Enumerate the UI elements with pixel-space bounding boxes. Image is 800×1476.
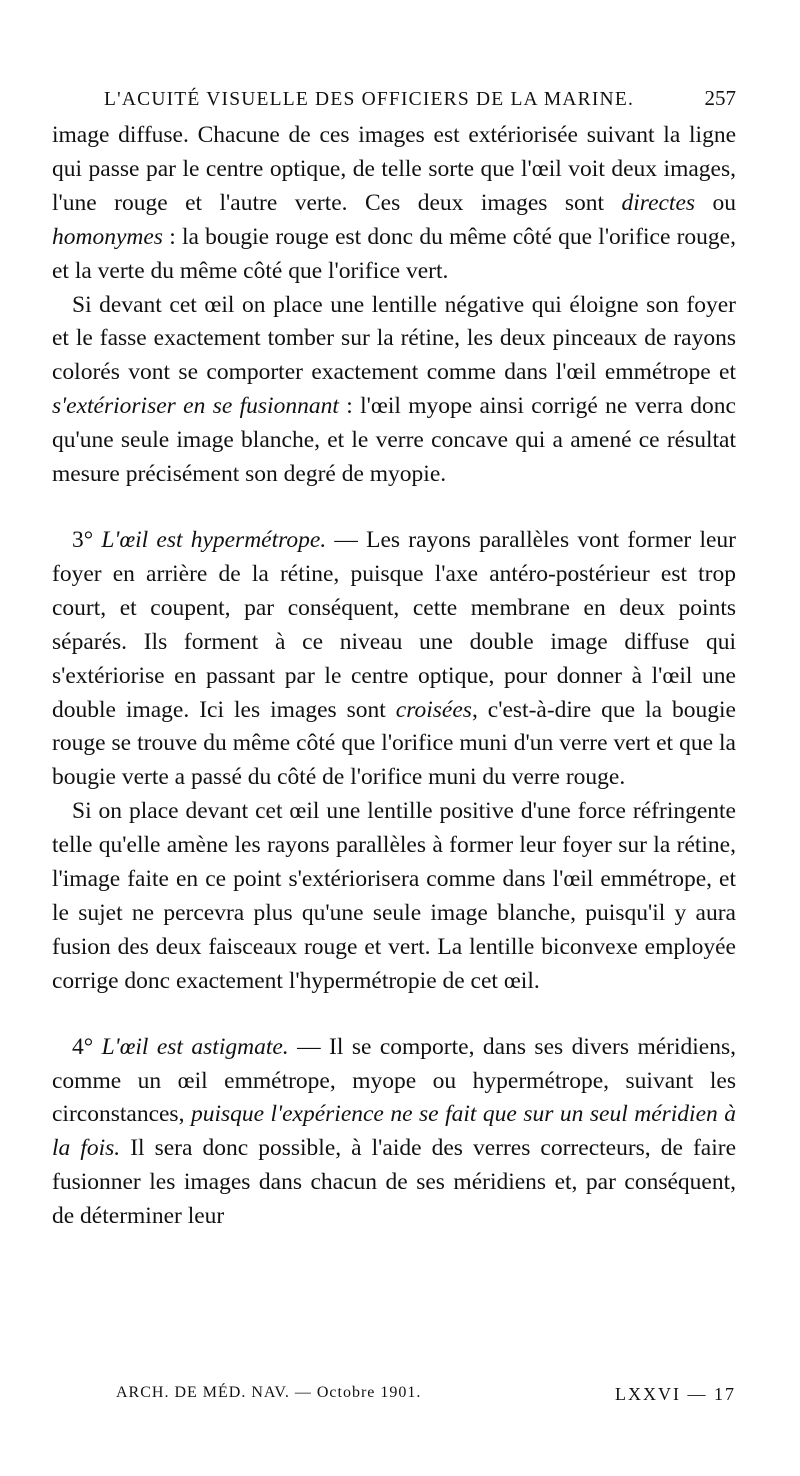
paragraph-3 <box>52 524 736 795</box>
text-run: : la bougie rouge est donc du même côté que l'orifice rouge, et la verte du même côté que l'orifice vert. <box>52 223 736 284</box>
italic-run: s'extérioriser en se fusionnant <box>52 393 339 420</box>
page-number: 257 <box>704 86 736 110</box>
text-run: Il sera donc possible, à l'aide des verres correcteurs, de faire fusionner les images dans chacun de ses méridiens et, par conséquent, de déterminer leur <box>52 1135 736 1230</box>
text-run: , c'est-à-dire que la bougie rouge se trouve du même côté que l'orifice muni d'un verre vert et que la bougie verte a passé du côté de l'orifice muni du verre rouge. <box>52 696 736 791</box>
signature-mark: LXXVI — 17 <box>615 1384 736 1404</box>
section-heading: L'œil est hypermétrope. <box>101 526 327 553</box>
text-run: ou <box>695 189 737 216</box>
italic-run: directes <box>621 189 696 216</box>
text-run: Si on place devant cet œil une lentille positive d'une force réfringente telle qu'elle amène les rayons parallèles à former leur foyer sur la rétine, l'image faite en ce point s'extériorisera comme dans l'œil emmétrope, et le sujet ne percevra plus qu'une seule image blanche, puisqu'il y aura fusion des deux faisceaux rouge et vert. La lentille biconvexe employée corrige donc exactement l'hypermétropie de cet œil. <box>52 798 736 994</box>
text-run: : l'œil myope ainsi corrigé ne verra donc qu'une seule image blanche, et le verre concave qui a amené ce résultat mesure précisément son degré de myopie. <box>52 393 736 488</box>
running-title: L'ACUITÉ VISUELLE DES OFFICIERS DE LA MARINE. <box>104 89 635 110</box>
italic-run: homonymes <box>52 223 163 250</box>
body-text <box>52 119 736 1234</box>
section-number: 3° <box>72 526 94 553</box>
paragraph-4 <box>52 795 736 998</box>
text-run: — Il se comporte, dans ses divers méridiens, comme un œil emmétrope, myope ou hypermétrope, suivant les circonstances, <box>52 1033 736 1128</box>
italic-run: puisque l'expérience ne se fait que sur un seul méridien à la fois. <box>52 1101 737 1162</box>
page-footer <box>116 1384 736 1405</box>
paragraph-2 <box>52 289 736 492</box>
section-number: 4° <box>72 1033 94 1060</box>
text-run: — Les rayons parallèles vont former leur foyer en arrière de la rétine, puisque l'axe antéro-postérieur est trop court, et coupent, par conséquent, cette membrane en deux points séparés. Ils forment à ce niveau une double image diffuse qui s'extériorise en passant par le centre optique, pour donner à l'œil une double image. Ici les images sont <box>52 526 736 723</box>
text-run: image diffuse. Chacune de ces images est extériorisée suivant la ligne qui passe par le centre optique, de telle sorte que l'œil voit deux images, l'une rouge et l'autre verte. Ces deux images sont <box>52 122 736 216</box>
text-run: Si devant cet œil on place une lentille négative qui éloigne son foyer et le fasse exactement tomber sur la rétine, les deux pinceaux de rayons colorés vont se comporter exactement comme dans l'œil emmétrope et <box>52 291 736 386</box>
journal-reference: ARCH. DE MÉD. NAV. — Octobre 1901. <box>116 1384 422 1401</box>
running-head <box>52 86 736 111</box>
paragraph-1 <box>52 119 736 289</box>
italic-run: croisées <box>395 696 472 723</box>
section-heading: L'œil est astigmate. <box>101 1033 289 1060</box>
paragraph-5 <box>52 1031 736 1234</box>
